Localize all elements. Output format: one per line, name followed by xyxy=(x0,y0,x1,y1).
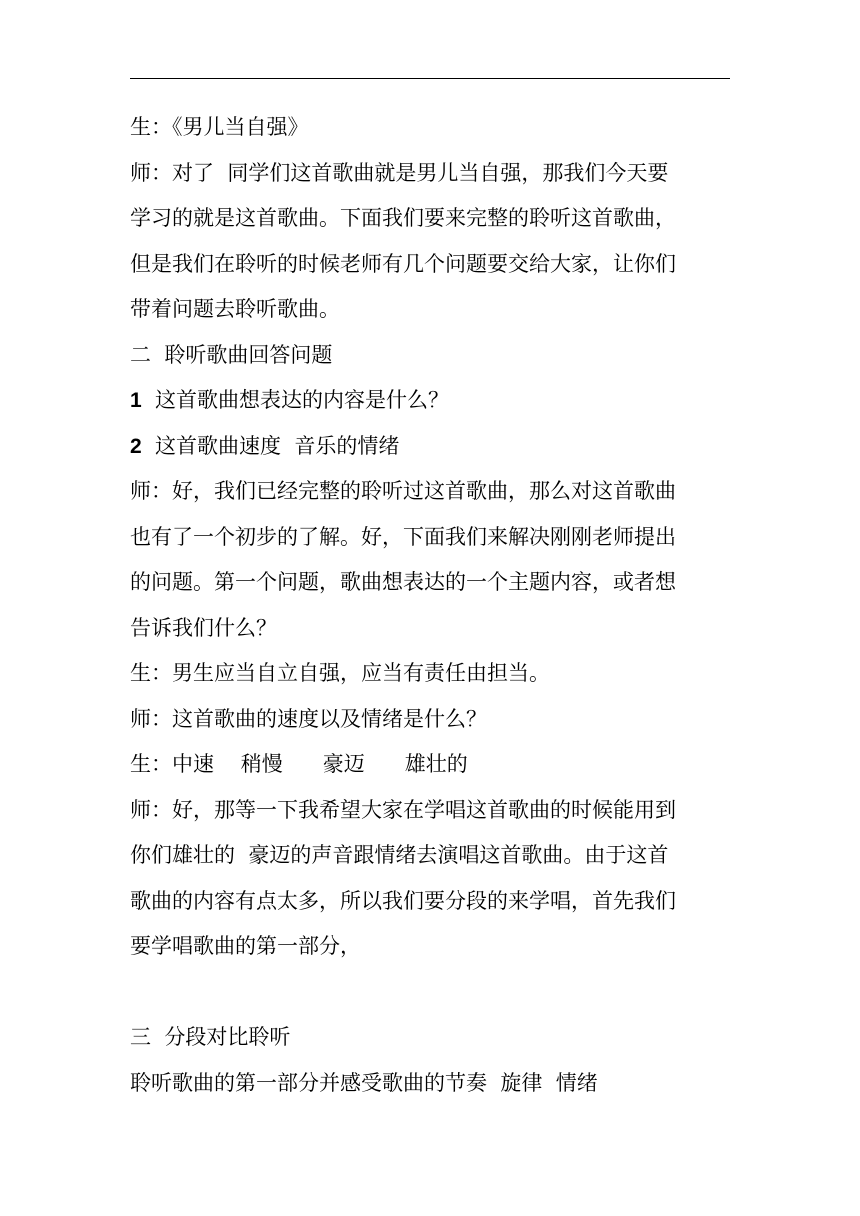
paragraph-line: 生：《男儿当自强》 xyxy=(130,115,309,139)
paragraph-line: 生：男生应当自立自强，应当有责任由担当。 xyxy=(130,661,550,685)
paragraph-line: 师：好，我们已经完整的聆听过这首歌曲，那么对这首歌曲 xyxy=(130,479,676,503)
paragraph-line: 歌曲的内容有点太多，所以我们要分段的来学唱，首先我们 xyxy=(130,888,676,913)
paragraph-line: 也有了一个初步的了解。好，下面我们来解决刚刚老师提出 xyxy=(130,524,676,549)
paragraph-line: 师：这首歌曲的速度以及情绪是什么？ xyxy=(130,706,487,731)
paragraph-line: 你们雄壮的 豪迈的声音跟情绪去演唱这首歌曲。由于这首 xyxy=(130,843,669,867)
paragraph-line: 师：对了 同学们这首歌曲就是男儿当自强，那我们今天要 xyxy=(130,160,669,185)
question-text: 这首歌曲速度 音乐的情绪 xyxy=(141,433,400,458)
document-body xyxy=(130,105,740,1106)
paragraph-line: 告诉我们什么？ xyxy=(130,615,277,640)
paragraph-line: 带着问题去聆听歌曲。 xyxy=(130,297,340,321)
paragraph-line: 但是我们在聆听的时候老师有几个问题要交给大家，让你们 xyxy=(130,251,676,276)
paragraph-line: 学习的就是这首歌曲。下面我们要来完整的聆听这首歌曲， xyxy=(130,206,676,230)
section-heading-3: 三 分段对比聆听 xyxy=(130,1025,291,1049)
paragraph-line: 的问题。第一个问题，歌曲想表达的一个主题内容，或者想 xyxy=(130,570,676,594)
header-rule xyxy=(130,78,730,79)
paragraph-line: 要学唱歌曲的第一部分， xyxy=(130,934,361,958)
section-heading-2: 二 聆听歌曲回答问题 xyxy=(130,342,333,367)
paragraph-line: 师：好，那等一下我希望大家在学唱这首歌曲的时候能用到 xyxy=(130,797,676,822)
blank-line xyxy=(130,970,740,1016)
question-item-2 xyxy=(130,424,740,470)
question-text: 这首歌曲想表达的内容是什么？ xyxy=(141,388,450,412)
question-item-1 xyxy=(130,378,740,424)
question-number: 1 xyxy=(130,389,142,412)
question-number: 2 xyxy=(130,434,142,458)
paragraph-line: 聆听歌曲的第一部分并感受歌曲的节奏 旋律 情绪 xyxy=(130,1070,598,1095)
paragraph-line: 生：中速 稍慢 豪迈 雄壮的 xyxy=(130,752,468,776)
